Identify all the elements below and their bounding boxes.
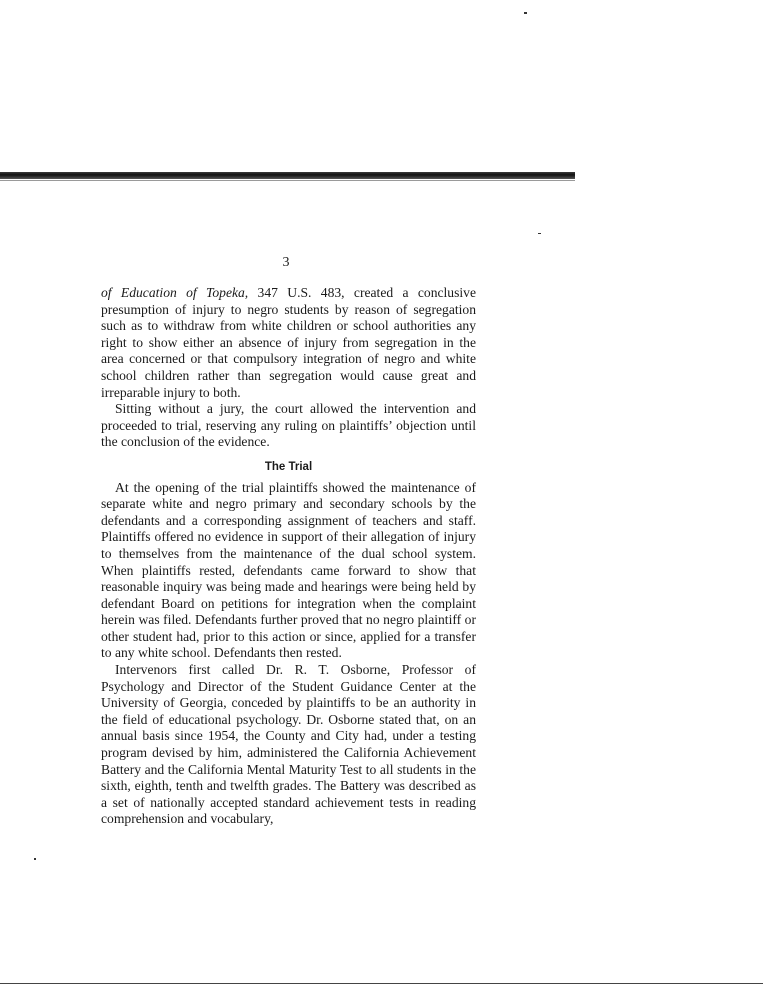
scan-speck — [538, 233, 541, 234]
bottom-rule — [0, 983, 763, 984]
top-rule — [0, 172, 575, 179]
top-rule-shadow — [0, 180, 575, 181]
paragraph: At the opening of the trial plaintiffs showed the maintenance of separate white and negro primary and secondary schools by the defendants and a corresponding assignment of teachers and staff. Plaintiffs offered no evidence in support of their allegation of injury to themselves from the maintenance of the dual school system. When plaintiffs rested, defendants came forward to show that reasonable inquiry was being made and hearings were being held by defendant Board on petitions for integration when the complaint herein was filed. Defendants further proved that no negro plaintiff or other student had, prior to this action or since, applied for a transfer to any white school. Defendants then rested. — [101, 479, 476, 661]
scan-speck — [524, 12, 527, 14]
section-heading: The Trial — [264, 460, 313, 473]
text-column — [101, 285, 476, 828]
opening-paragraph — [101, 285, 476, 401]
opening-paragraph-text: 347 U.S. 483, created a conclusive presumption of injury to negro students by reason of segregation such as to withdraw from white children or school authorities any right to show either an absence of injury from segregation in the area concerned or that compulsory integration of negro and white school children rather than segregation would cause great and irreparable injury to both. — [101, 285, 476, 400]
case-citation: of Education of Topeka, — [101, 285, 249, 300]
paragraph: Sitting without a jury, the court allowed the intervention and proceeded to trial, reserving any ruling on plaintiffs’ objection until the conclusion of the evidence. — [101, 401, 476, 450]
page-number: 3 — [282, 255, 290, 270]
scan-speck — [34, 858, 36, 860]
paragraph: Intervenors first called Dr. R. T. Osborne, Professor of Psychology and Director of the Student Guidance Center at the University of Georgia, conceded by plaintiffs to be an authority in the field of educational psychology. Dr. Osborne stated that, on an annual basis since 1954, the County and City had, under a testing program devised by him, administered the California Achievement Battery and the California Mental Maturity Test to all students in the sixth, eighth, tenth and twelfth grades. The Battery was described as a set of nationally accepted standard achievement tests in reading comprehension and vocabulary, — [101, 662, 476, 827]
